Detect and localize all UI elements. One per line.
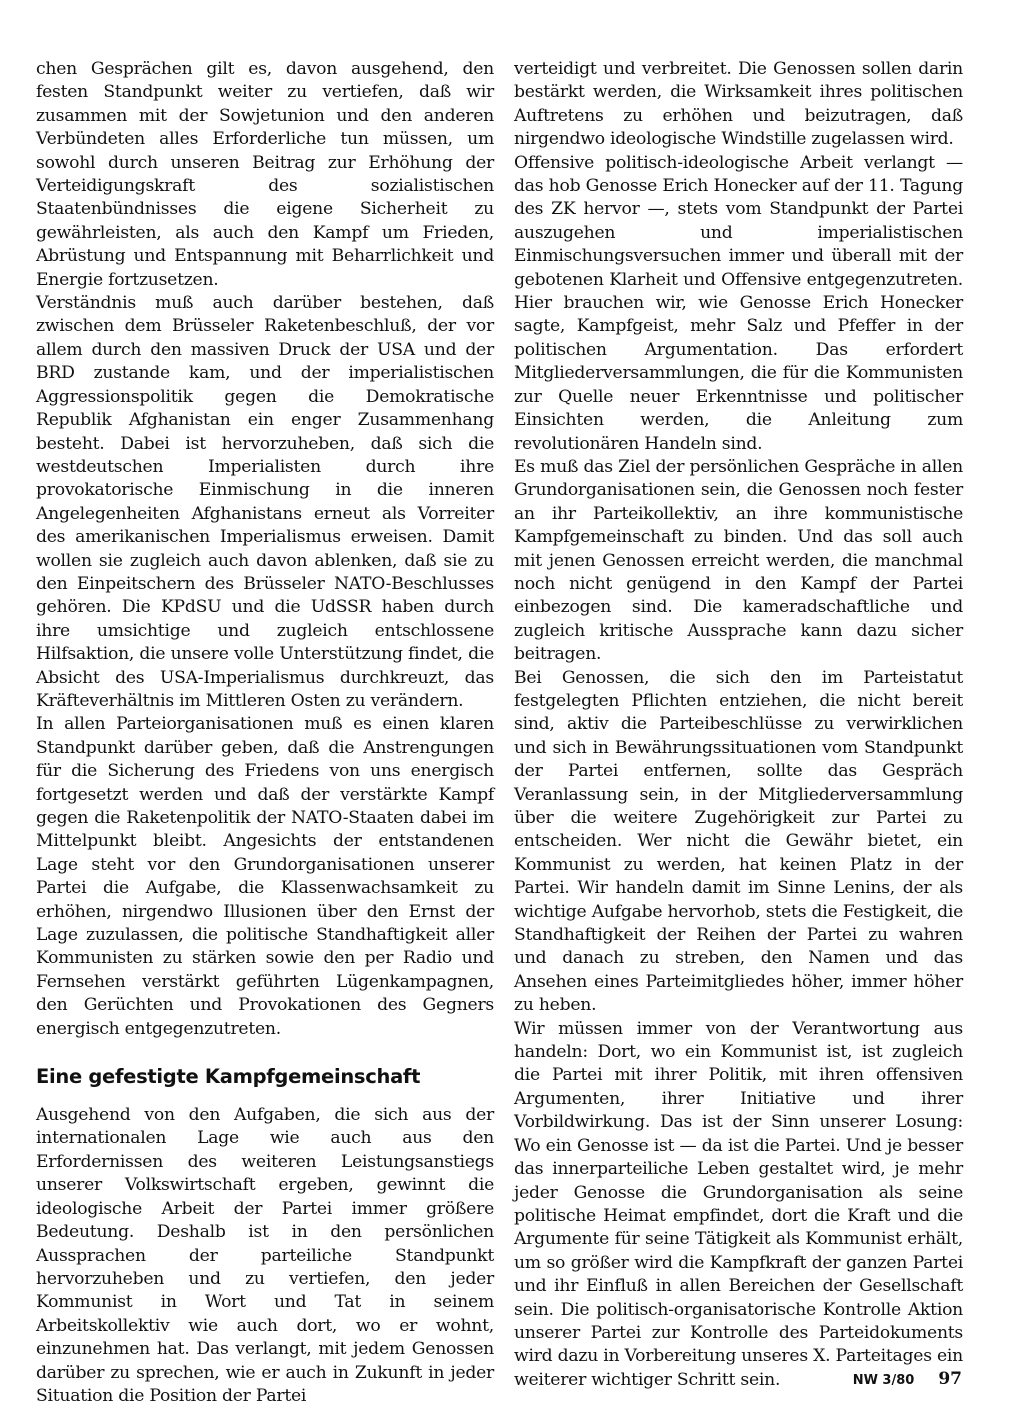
left-column [36, 58, 494, 1408]
paragraph: Ausgehend von den Aufgaben, die sich aus der internationalen Lage wie auch aus den Erfordernissen des weiteren Leistungsanstiegs unserer Volkswirtschaft ergeben, gewinnt die ideologische Arbeit der Partei immer größere Bedeutung. Deshalb ist in den persönlichen Aussprachen der parteiliche Standpunkt hervorzuheben und zu vertiefen, den jeder Kommunist in Wort und Tat in seinem Arbeitskollektiv wie auch dort, wo er wohnt, einzunehmen hat. Das verlangt, mit jedem Genossen darüber zu sprechen, wie er auch in Zukunft in jeder Situation die Position der Partei [36, 1105, 494, 1406]
paragraph: Es muß das Ziel der persönlichen Gespräche in allen Grundorganisationen sein, die Genossen noch fester an ihr Parteikollektiv, an ihre kommunistische Kampfgemeinschaft zu binden. Und das soll auch mit jenen Genossen erreicht werden, die manchmal noch nicht genügend in den Kampf der Partei einbezogen sind. Die kameradschaftliche und zugleich kritische Aussprache kann dazu sicher beitragen. [514, 456, 963, 665]
right-column [514, 58, 963, 1392]
page-number: 97 [938, 1369, 962, 1389]
paragraph: Wir müssen immer von der Verantwortung aus handeln: Dort, wo ein Kommunist ist, ist zugleich die Partei mit ihrer Politik, mit ihren offensiven Argumenten, ihrer Initiative und ihrer Vorbildwirkung. Das ist der Sinn unserer Losung: Wo ein Genosse ist — da ist die Partei. Und je besser das innerparteiliche Leben gestaltet wird, je mehr jeder Genosse die Grundorganisation als seine politische Heimat empfindet, dort die Kraft und die Argumente für seine Tätigkeit als Kommunist erhält, um so größer wird die Kampfkraft der ganzen Partei und ihr Einfluß in allen Bereichen der Gesellschaft sein. Die politisch-organisatorische Kontrolle Aktion unserer Partei zur Kontrolle des Parteidokuments wird dazu in Vorbereitung unseres X. Parteitages ein weiterer wichtiger Schritt sein. [514, 1018, 963, 1390]
paragraph: In allen Parteiorganisationen muß es einen klaren Standpunkt darüber geben, daß die Anstrengungen für die Sicherung des Friedens von uns energisch fortgesetzt werden und daß der verstärkte Kampf gegen die Raketenpolitik der NATO-Staaten dabei im Mittelpunkt bleibt. Angesichts der entstandenen Lage steht vor den Grundorganisationen unserer Partei die Aufgabe, die Klassenwachsamkeit zu erhöhen, nirgendwo Illusionen über den Ernst der Lage zuzulassen, die politische Standhaftigkeit aller Kommunisten zu stärken sowie den per Radio und Fernsehen verstärkt geführten Lügenkampagnen, den Gerüchten und Provokationen des Gegners energisch entgegenzutreten. [36, 714, 494, 1039]
journal-issue: NW 3/80 [852, 1373, 915, 1388]
section-heading: Eine gefestigte Kampfgemeinschaft [36, 1065, 421, 1089]
paragraph: Offensive politisch-ideologische Arbeit verlangt — das hob Genosse Erich Honecker auf der 11. Tagung des ZK hervor —, stets vom Standpunkt der Partei auszugehen und imperialistischen Einmischungsversuchen immer und überall mit der gebotenen Klarheit und Offensive entgegenzutreten. Hier brauchen wir, wie Genosse Erich Honecker sagte, Kampfgeist, mehr Salz und Pfeffer in der politischen Argumentation. Das erfordert Mitgliederversammlungen, die für die Kommunisten zur Quelle neuer Erkenntnisse und politischer Einsichten werden, die Anleitung zum revolutionären Handeln sind. [514, 152, 963, 454]
paragraph: Bei Genossen, die sich den im Parteistatut festgelegten Pflichten entziehen, die nicht bereit sind, aktiv die Parteibeschlüsse zu verwirklichen und sich in Bewährungssituationen vom Standpunkt der Partei entfernen, sollte das Gespräch Veranlassung sein, in der Mitgliederversammlung über die weitere Zugehörigkeit zur Partei zu entscheiden. Wer nicht die Gewähr bietet, ein Kommunist zu werden, hat keinen Platz in der Partei. Wir handeln damit im Sinne Lenins, der als wichtige Aufgabe hervorhob, stets die Festigkeit, die Standhaftigkeit der Reihen der Partei zu wahren und danach zu streben, den Namen und das Ansehen eines Parteimitgliedes höher, immer höher zu heben. [514, 667, 963, 1016]
paragraph: verteidigt und verbreitet. Die Genossen sollen darin bestärkt werden, die Wirksamkeit ihres politischen Auftretens zu erhöhen und beizutragen, daß nirgendwo ideologische Windstille zugelassen wird. [514, 59, 963, 150]
paragraph: chen Gesprächen gilt es, davon ausgehend, den festen Standpunkt weiter zu vertiefen, daß wir zusammen mit der Sowjetunion und den anderen Verbündeten alles Erforderliche tun müssen, um sowohl durch unseren Beitrag zur Erhöhung der Verteidigungskraft des sozialistischen Staatenbündnisses die eigene Sicherheit zu gewährleisten, als auch den Kampf um Frieden, Abrüstung und Entspannung mit Beharrlichkeit und Energie fortzusetzen. [36, 59, 494, 290]
page-footer [853, 1369, 962, 1389]
paragraph: Verständnis muß auch darüber bestehen, daß zwischen dem Brüsseler Raketenbeschluß, der vor allem durch den massiven Druck der USA und der BRD zustande kam, und der imperialistischen Aggressionspolitik gegen die Demokratische Republik Afghanistan ein enger Zusammenhang besteht. Dabei ist hervorzuheben, daß sich die westdeutschen Imperialisten durch ihre provokatorische Einmischung in die inneren Angelegenheiten Afghanistans erneut als Vorreiter des amerikanischen Imperialismus erweisen. Damit wollen sie zugleich auch davon ablenken, daß sie zu den Einpeitschern des Brüsseler NATO-Beschlusses gehören. Die KPdSU und die UdSSR haben durch ihre umsichtige und zugleich entschlossene Hilfsaktion, die unsere volle Unterstützung findet, die Absicht des USA-Imperialismus durchkreuzt, das Kräfteverhältnis im Mittleren Osten zu verändern. [36, 293, 494, 711]
